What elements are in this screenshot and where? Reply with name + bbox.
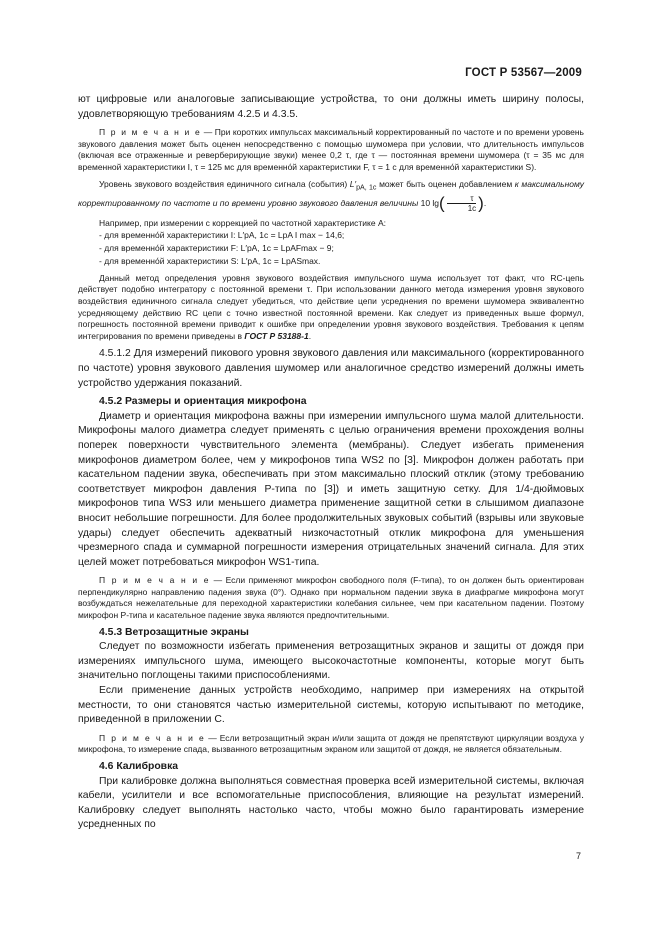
exposure-text-b: может быть оценен добавлением [379, 178, 513, 189]
document-header: ГОСТ Р 53567—2009 [465, 67, 582, 79]
note-3-text: — Если ветрозащитный экран и/или защита от дождя не препятствуют циркуляции воздуха у микрофона, то измерение спада, вызванного ветрозащитным экраном или защитой от дождя, не является обязательным. [78, 732, 584, 755]
section-453-text-a: Следует по возможности избегать применения ветрозащитных экранов и защиты от дождя при измерениях импульсного шума, имеющего высокочастотные компоненты, которые могут быть значительно поглощены такими приспособлениями. [78, 641, 584, 682]
standard-reference: ГОСТ Р 53188-1 [244, 330, 309, 341]
method-text: Данный метод определения уровня звукового воздействия импульсного шума использует тот факт, что RC-цепь действует подобно интегратору с постоянной времени τ. При использовании данного метода измерения уровня звукового воздействия единичного сигнала следует убедиться, что действие цепи усреднения по времени шумомера эквивалентно усредняющему действию RC цепи с точно известной постоянной времени. Как следует из приведенных выше формул, погрешность постоянной времени приводит к ошибке при определении уровня звукового воздействия. Требования к цепям интегрирования по времени приведены в [78, 272, 584, 341]
note-2-text: — Если применяют микрофон свободного поля (F-типа), то он должен быть ориентирован перпендикулярно направлению падения звука (0°). Однако при нормальном падении звука в диафрагме микрофона могут возбуждаться нежелательные для переходной характеристики колебания сильнее, чем при касательном падении. Поэтому микрофон P-типа и касательное падение звука являются предпочтительными. [78, 575, 584, 621]
intro-paragraph: ют цифровые или аналоговые записывающие устройства, то они должны иметь ширину полосы, удовлетворяющую требованиям 4.2.5 и 4.3.5. [78, 94, 584, 120]
formula-item: - для временно́й характеристики I: L′pA, 1c = LpA I max − 14,6; [99, 230, 345, 241]
fraction-numerator: τ [447, 194, 476, 204]
tau-fraction [447, 194, 476, 213]
example-intro: Например, при измерении с коррекцией по частотной характеристике A: [99, 217, 386, 228]
note-1 [78, 127, 584, 173]
section-46-text: При калибровке должна выполняться совместная проверка всей измерительной системы, включая кабели, усилители и все вспомогательные приспособления, влияющие на результат измерений. Калибровку следует выполнять настолько часто, чтобы можно было гарантировать измерение усредненных по [78, 775, 584, 831]
page-content [78, 93, 584, 833]
note-3 [78, 733, 584, 756]
formula-item: - для временно́й характеристики S: L′pA, 1c = LpASmax. [99, 256, 321, 267]
page-number: 7 [575, 851, 581, 861]
fraction-denominator: 1c [467, 203, 477, 213]
formula-list [78, 229, 584, 267]
exposure-paragraph: Уровень звукового воздействия единичного сигнала (события) $L'_{pA, 1c}$ может быть оценен добавлением к максимальному корректированному по частоте и по времени уровню звукового давления величины 10 lg( $\frac{\tau}{1c}$ ). [78, 178, 584, 213]
section-453-text-b: Если применение данных устройств необходимо, например при измерениях на открытой местности, то они становятся частью измерительной системы, которую испытывают по методике, приведенной в приложении C. [78, 685, 584, 726]
section-4512: 4.5.1.2 Для измерений пикового уровня звукового давления или максимального (корректированного по частоте) уровня звукового давления шумомер или аналогичное средство измерений должны иметь устройство удержания показаний. [78, 348, 584, 389]
note-label: П р и м е ч а н и е [99, 732, 206, 743]
note-label: П р и м е ч а н и е [99, 575, 211, 586]
exposure-symbol: L′ [349, 178, 357, 189]
exposure-subscript: pA, 1c [356, 183, 377, 192]
heading-46: 4.6 Калибровка [99, 761, 179, 773]
heading-452: 4.5.2 Размеры и ориентация микрофона [99, 396, 307, 408]
method-paragraph: Данный метод определения уровня звукового воздействия импульсного шума использует тот факт, что RC-цепь действует подобно интегратору с постоянной времени τ. При использовании данного метода измерения уровня звукового воздействия единичного сигнала следует убедиться, что действие цепи усреднения по времени шумомера эквивалентно усредняющему действию RC цепи с точно известной постоянной времени. Как следует из приведенных выше формул, погрешность постоянной времени приводит к ошибке при определении уровня звукового воздействия. Требования к цепям интегрирования по времени приведены в ГОСТ Р 53188-1. [78, 272, 584, 341]
section-452-text: Диаметр и ориентация микрофона важны при измерении импульсного шума малой длительности. Микрофоны малого диаметра следует применять с целью ограничения времени прохождения волны поперек поверхности чувствительного элемента (мембраны). Следует избегать применения микрофонов диаметром более, чем у микрофонов типа WS2 по [3]. Микрофон должен работать при касательном падении звука, обеспечивать при этом максимально плоский отклик (этому требованию соответствует микрофон давления P-типа по [3]) и иметь защитную сетку. Для 1/4-дюймовых микрофонов типа WS3 или меньшего диаметра применение защитной сетки в слышимом диапазоне вносит небольшие погрешности. Для более продолжительных звуковых событий (взрывы или звуковые удары) следует обеспечить адекватный низкочастотный отклик микрофона для уменьшения чрезмерного спада и суммарной погрешности измерения отрицательных значений сигнала. Для этих целей может потребоваться микрофон WS1-типа. [78, 410, 584, 568]
exposure-formula: 10 lg [420, 197, 440, 208]
note-1-text: — При коротких импульсах максимальный корректированный по частоте и по времени уровень звукового давления может быть оценен непосредственно с помощью шумомера при условии, что длительность импульсов (включая все отраженные и реверберирующие звуки) менее 0,2 τ, где τ — постоянная времени шумомера (τ = 35 мс для временной характеристики I, τ = 125 мс для временно́й характеристики F, τ = 1 с для временно́й характеристики S). [78, 127, 584, 172]
formula-item: - для временно́й характеристики F: L′pA, 1c = LpAFmax − 9; [99, 243, 334, 254]
exposure-text-c: к максимальному корректированному по частоте и по времени уровню звукового давления величины [78, 178, 584, 208]
exposure-text-a: Уровень звукового воздействия единичного сигнала (события) [99, 178, 348, 189]
heading-453: 4.5.3 Ветрозащитные экраны [99, 626, 249, 638]
note-label: П р и м е ч а н и е [99, 127, 202, 138]
note-2 [78, 575, 584, 621]
